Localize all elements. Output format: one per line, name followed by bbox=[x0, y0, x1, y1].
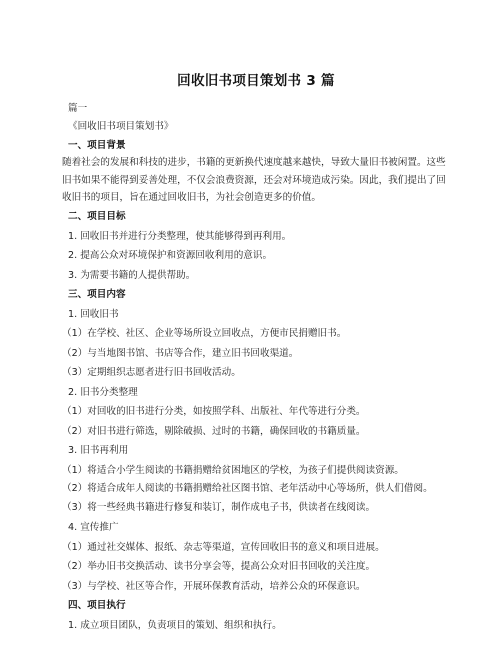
content-item: （3）与学校、社区等合作，开展环保教育活动，培养公众的环保意识。 bbox=[62, 580, 366, 592]
content-item: （3）定期组织志愿者进行旧书回收活动。 bbox=[62, 367, 241, 378]
execution-item: 1. 成立项目团队，负责项目的策划、组织和执行。 bbox=[68, 619, 282, 631]
section-heading-execution: 四、项目执行 bbox=[68, 600, 126, 611]
content-heading: 2. 旧书分类整理 bbox=[68, 386, 138, 398]
goal-item: 3. 为需要书籍的人提供帮助。 bbox=[68, 269, 196, 281]
document-title: 回收旧书项目策划书 3 篇 bbox=[177, 73, 335, 89]
content-heading: 4. 宣传推广 bbox=[68, 522, 119, 533]
content-item: （2）将适合成年人阅读的书籍捐赠给社区图书馆、老年活动中心等场所，供人们借阅。 bbox=[62, 483, 433, 494]
content-item: （1）通过社交媒体、报纸、杂志等渠道，宣传回收旧书的意义和项目进展。 bbox=[62, 541, 385, 553]
paragraph-background: 随着社会的发展和科技的进步，书籍的更新换代速度越来越快，导致大量旧书被闲置。这些旧书如果不能得到妥善处理，不仅会浪费资源，还会对环境造成污染。因此，我们提出了回收旧书的项目，旨在通过回收旧书，为社会创造更多的价值。 bbox=[62, 157, 446, 203]
section-heading-background: 一、项目背景 bbox=[68, 140, 126, 151]
content-heading: 1. 回收旧书 bbox=[68, 308, 119, 320]
content-item: （1）将适合小学生阅读的书籍捐赠给贫困地区的学校，为孩子们提供阅读资源。 bbox=[62, 464, 404, 476]
content-heading: 3. 旧书再利用 bbox=[68, 445, 129, 456]
part-label: 篇一 bbox=[68, 103, 88, 114]
content-item: （2）与当地图书馆、书店等合作，建立旧书回收渠道。 bbox=[62, 347, 299, 359]
content-item: （2）对旧书进行筛选，剔除破损、过时的书籍，确保回收的书籍质量。 bbox=[62, 425, 366, 437]
goal-item: 2. 提高公众对环境保护和资源回收利用的意识。 bbox=[68, 250, 273, 261]
content-item: （1）对回收的旧书进行分类，如按照学科、出版社、年代等进行分类。 bbox=[62, 406, 366, 417]
section-heading-content: 三、项目内容 bbox=[68, 289, 126, 300]
content-item: （2）举办旧书交换活动、读书分享会等，提高公众对旧书回收的关注度。 bbox=[62, 561, 376, 572]
content-item: （1）在学校、社区、企业等场所设立回收点，方便市民捐赠旧书。 bbox=[62, 328, 347, 339]
content-item: （3）将一些经典书籍进行修复和装订，制作成电子书，供读者在线阅读。 bbox=[62, 502, 376, 513]
goal-item: 1. 回收旧书并进行分类整理，使其能够得到再利用。 bbox=[68, 230, 292, 242]
section-heading-goals: 二、项目目标 bbox=[68, 210, 126, 222]
document-subtitle: 《回收旧书项目策划书》 bbox=[68, 121, 174, 132]
